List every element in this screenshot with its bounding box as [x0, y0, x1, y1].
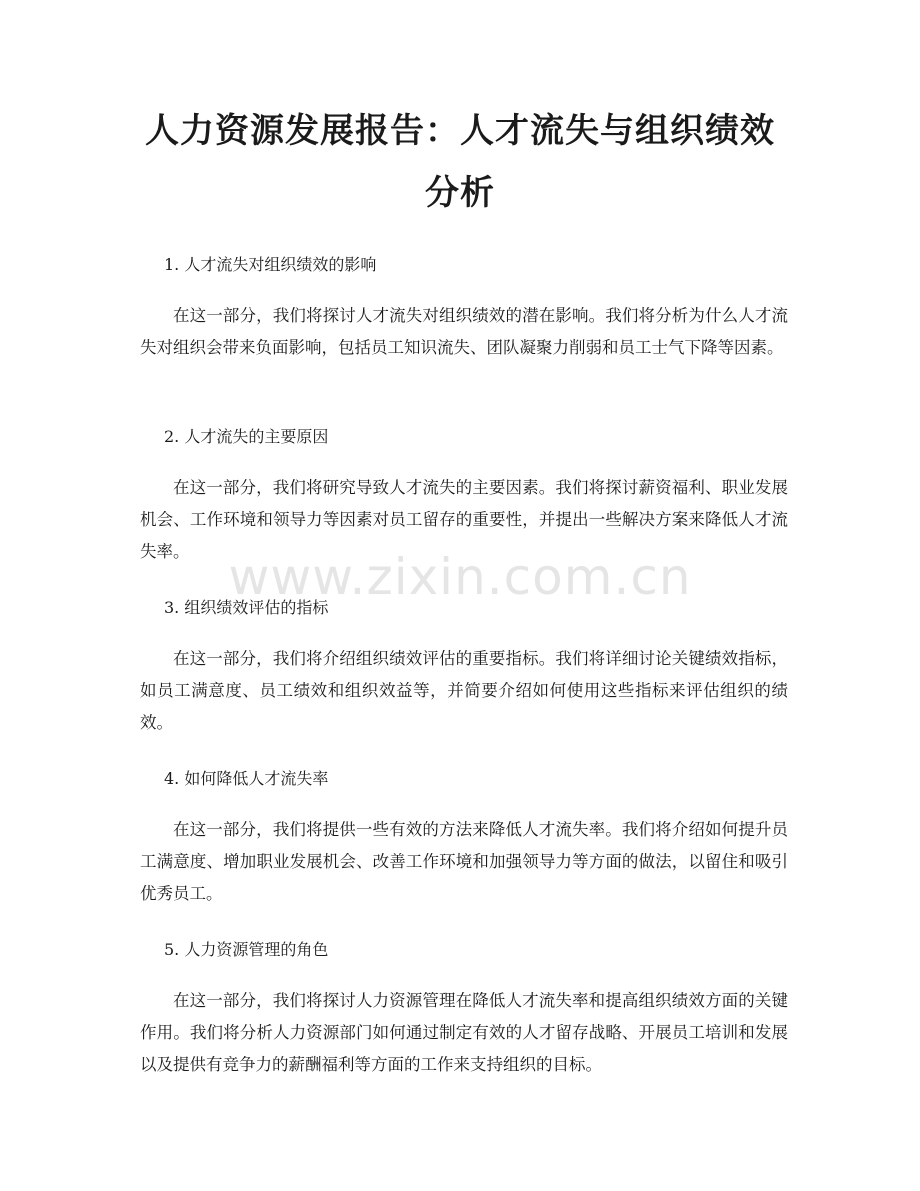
section-1: [140, 253, 788, 364]
section-heading: 3. 组织绩效评估的指标: [164, 598, 329, 617]
section-heading: 1. 人才流失对组织绩效的影响: [164, 255, 377, 274]
section-paragraph: 在这一部分，我们将研究导致人才流失的主要因素。我们将探讨薪资福利、职业发展机会、工作环境和领导力等因素对员工留存的重要性，并提出一些解决方案来降低人才流失率。: [140, 478, 788, 561]
section-5: [140, 938, 788, 1081]
section-4: [140, 767, 788, 910]
section-paragraph: 在这一部分，我们将探讨人才流失对组织绩效的潜在影响。我们将分析为什么人才流失对组织会带来负面影响，包括员工知识流失、团队凝聚力削弱和员工士气下降等因素。: [140, 306, 788, 357]
section-paragraph: 在这一部分，我们将提供一些有效的方法来降低人才流失率。我们将介绍如何提升员工满意度、增加职业发展机会、改善工作环境和加强领导力等方面的做法，以留住和吸引优秀员工。: [140, 820, 788, 903]
section-heading: 5. 人力资源管理的角色: [164, 940, 329, 959]
section-paragraph: 在这一部分，我们将探讨人力资源管理在降低人才流失率和提高组织绩效方面的关键作用。我们将分析人力资源部门如何通过制定有效的人才留存战略、开展员工培训和发展以及提供有竞争力的薪酬福利等方面的工作来支持组织的目标。: [140, 991, 788, 1074]
section-3: [140, 596, 788, 739]
page-title: 人力资源发展报告：人才流失与组织绩效分析: [145, 111, 775, 213]
section-heading: 2. 人才流失的主要原因: [164, 427, 329, 446]
watermark: www.zixin.com.cn: [228, 548, 692, 606]
section-paragraph: 在这一部分，我们将介绍组织绩效评估的重要指标。我们将详细讨论关键绩效指标，如员工满意度、员工绩效和组织效益等，并简要介绍如何使用这些指标来评估组织的绩效。: [140, 649, 788, 732]
section-2: [140, 425, 788, 568]
section-heading: 4. 如何降低人才流失率: [164, 769, 329, 788]
